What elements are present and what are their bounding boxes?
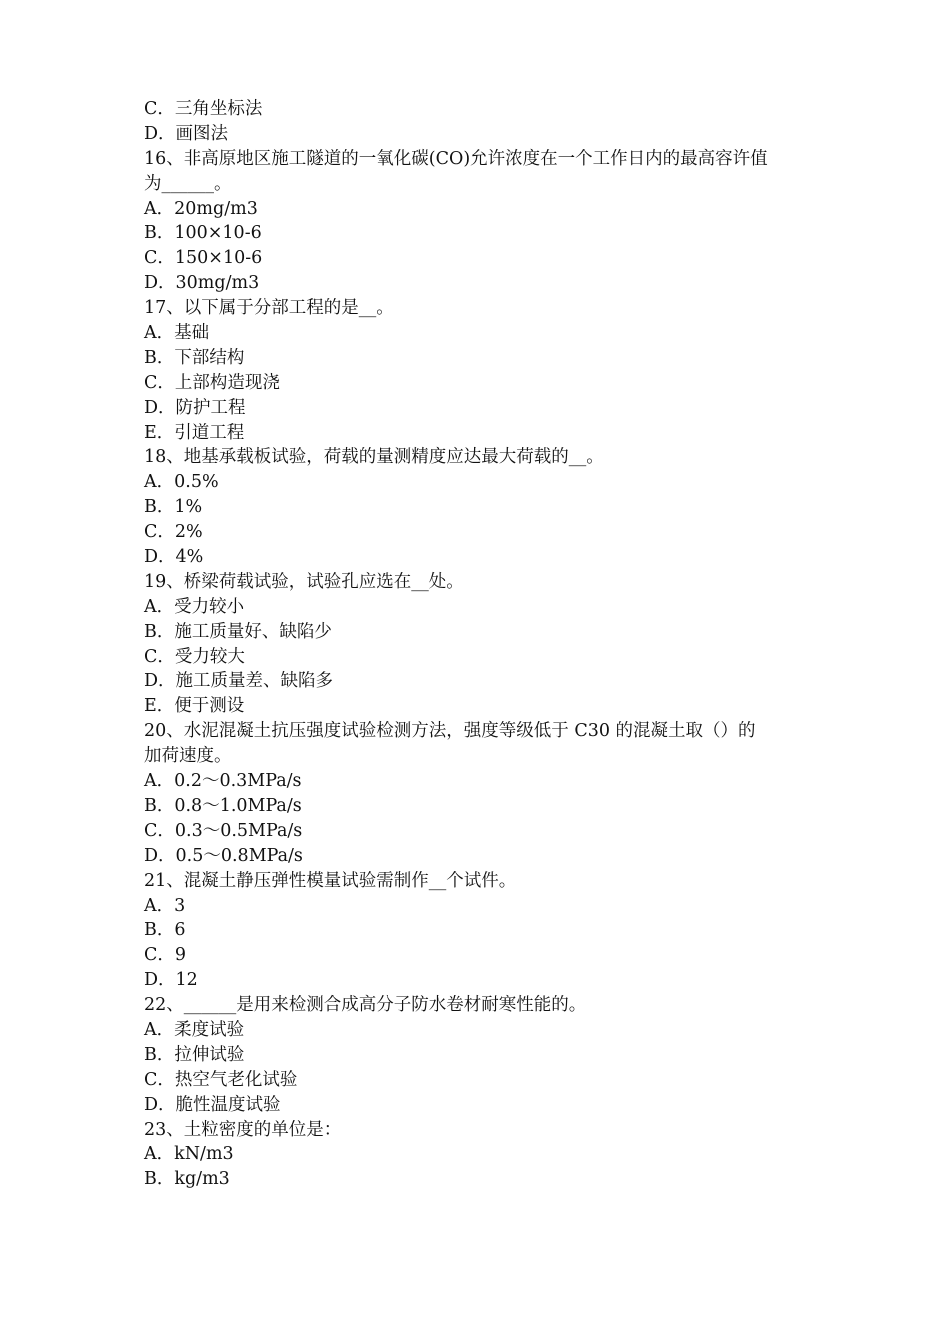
option-c-q15: C．三角坐标法: [144, 99, 263, 119]
option-c-q16: C．150×10-6: [144, 248, 263, 269]
question-16-line-2: 为______。: [144, 173, 232, 194]
option-d-q22: D．脆性温度试验: [144, 1094, 281, 1115]
option-a-q22: A．柔度试验: [144, 1019, 245, 1040]
option-c-q20: C．0.3～0.5MPa/s: [144, 820, 303, 841]
option-c-q17: C．上部构造现浇: [144, 372, 280, 393]
option-d-q17: D．防护工程: [144, 397, 246, 418]
question-18: 18、地基承载板试验，荷载的量测精度应达最大荷载的__。: [144, 447, 604, 468]
option-b-q23: B．kg/m3: [144, 1169, 230, 1190]
option-b-q20: B．0.8～1.0MPa/s: [144, 795, 302, 816]
option-b-q21: B．6: [144, 920, 186, 941]
option-a-q21: A．3: [144, 895, 186, 916]
option-a-q23: A．kN/m3: [144, 1144, 234, 1165]
option-b-q22: B．拉伸试验: [144, 1044, 245, 1065]
question-20-line-1: 20、水泥混凝土抗压强度试验检测方法，强度等级低于 C30 的混凝土取（）的: [144, 721, 756, 742]
option-b-q16: B．100×10-6: [144, 223, 262, 244]
option-e-q17: E．引道工程: [144, 422, 245, 443]
question-22: 22、______是用来检测合成高分子防水卷材耐寒性能的。: [144, 995, 587, 1016]
option-a-q19: A．受力较小: [144, 596, 245, 617]
document-page: [144, 97, 810, 1192]
option-d-q19: D．施工质量差、缺陷多: [144, 671, 334, 692]
option-c-q19: C．受力较大: [144, 646, 245, 667]
option-d-q16: D．30mg/m3: [144, 273, 260, 294]
option-a-q17: A．基础: [144, 323, 210, 344]
option-c-q22: C．热空气老化试验: [144, 1069, 298, 1090]
question-19: 19、桥梁荷载试验，试验孔应选在__处。: [144, 571, 464, 592]
option-d-q18: D．4%: [144, 547, 204, 568]
option-b-q19: B．施工质量好、缺陷少: [144, 621, 332, 642]
option-b-q17: B．下部结构: [144, 347, 245, 368]
option-e-q19: E．便于测设: [144, 696, 245, 717]
option-a-q18: A．0.5%: [144, 472, 219, 493]
question-21: 21、混凝土静压弹性模量试验需制作__个试件。: [144, 870, 517, 891]
question-17: 17、以下属于分部工程的是__。: [144, 298, 394, 319]
question-23: 23、土粒密度的单位是：: [144, 1119, 342, 1140]
option-d-q15: D．画图法: [144, 123, 229, 144]
option-b-q18: B．1%: [144, 497, 203, 518]
option-d-q20: D．0.5～0.8MPa/s: [144, 845, 303, 866]
option-d-q21: D．12: [144, 970, 198, 991]
option-a-q16: A．20mg/m3: [144, 198, 258, 219]
question-16-line-1: 16、非高原地区施工隧道的一氧化碳(CO)允许浓度在一个工作日内的最高容许值: [144, 148, 768, 169]
option-c-q21: C．9: [144, 945, 187, 966]
option-a-q20: A．0.2～0.3MPa/s: [144, 771, 302, 792]
question-20-line-2: 加荷速度。: [144, 746, 232, 767]
option-c-q18: C．2%: [144, 522, 203, 543]
